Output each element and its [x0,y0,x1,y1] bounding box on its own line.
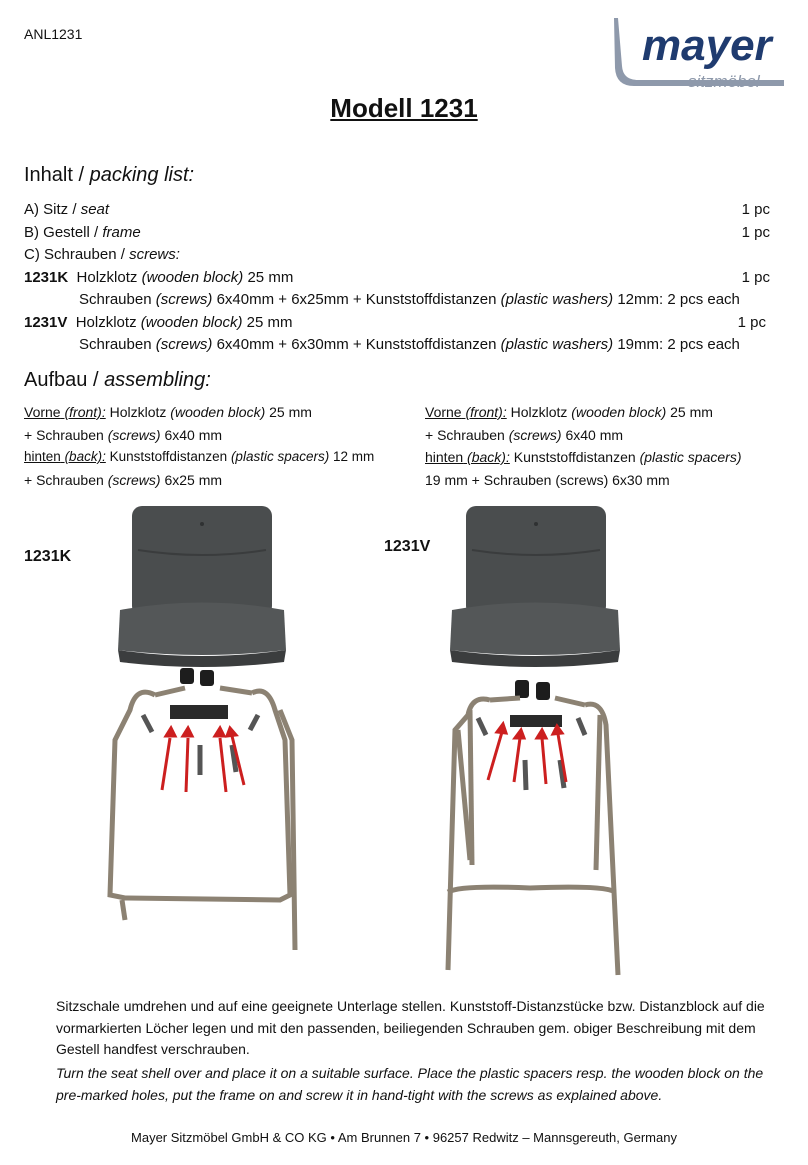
variant-code: 1231V [24,314,68,331]
model-label-1231k: 1231K [24,548,72,565]
logo-swoosh-icon [608,14,788,94]
frame [448,698,618,975]
variant-k-row: 1231K Holzklotz (wooden block) 25 mm 1 pc [24,269,770,286]
packing-item: A) Sitz / seat 1 pc [24,201,770,218]
instructions-english: Turn the seat shell over and place it on a suitable surface. Place the plastic spacers resp. the wooden block on the pre-marked holes, put the frame on and screw it in hand-tight with the screws as explained above. [56,1065,764,1103]
seat-shell [450,506,620,667]
page-title: Modell 1231 [330,93,478,123]
logo-subtitle: sitzmöbel [688,72,760,91]
assembly-heading: Aufbau / assembling: [24,369,211,391]
variant-code: 1231K [24,269,69,286]
footer-address: Mayer Sitzmöbel GmbH & CO KG • Am Brunnen 7 • 96257 Redwitz – Mannsgereuth, Germany [131,1130,677,1145]
seat-shell [118,506,286,667]
frame [110,688,295,950]
chair-assembly-illustration-1231k [80,500,330,980]
variant-v-row: 1231V Holzklotz (wooden block) 25 mm 1 pc [24,314,766,331]
packing-item: B) Gestell / frame 1 pc [24,224,770,241]
assembly-right-text: Vorne (front): Holzklotz (wooden block) 25 mm + Schrauben (screws) 6x40 mm hinten (back): Kunststoffdistanzen (plastic spacers) 19 mm + Schrauben (screws) 6x30 mm [425,404,742,488]
spacer-parts [170,668,228,719]
chair-assembly-illustration-1231v [430,500,650,980]
instructions-german: Sitzschale umdrehen und auf eine geeignete Unterlage stellen. Kunststoff-Distanzstücke bzw. Distanzblock auf die vormarkierten Löcher legen und mit den passenden, beiliegenden Schrauben gem. obiger Beschreibung mit dem Gestell handfest verschrauben. [56,998,765,1057]
packing-list-heading: Inhalt / packing list: [24,164,195,186]
document-id: ANL1231 [24,26,83,42]
spacer-parts [510,680,562,727]
assembly-left-text: Vorne (front): Holzklotz (wooden block) 25 mm + Schrauben (screws) 6x40 mm hinten (back): Kunststoffdistanzen (plastic spacers) 12 mm + Schrauben (screws) 6x25 mm [24,404,375,488]
model-label-1231v: 1231V [384,538,431,555]
variant-k-screws: Schrauben (screws) 6x40mm + 6x25mm + Kunststoffdistanzen (plastic washers) 12mm: 2 pcs each [79,291,740,308]
variant-v-screws: Schrauben (screws) 6x40mm + 6x30mm + Kunststoffdistanzen (plastic washers) 19mm: 2 pcs each [79,336,740,353]
logo-wordmark: mayer [642,21,772,70]
mayer-logo [608,14,788,94]
packing-item: C) Schrauben / screws: [24,246,180,263]
